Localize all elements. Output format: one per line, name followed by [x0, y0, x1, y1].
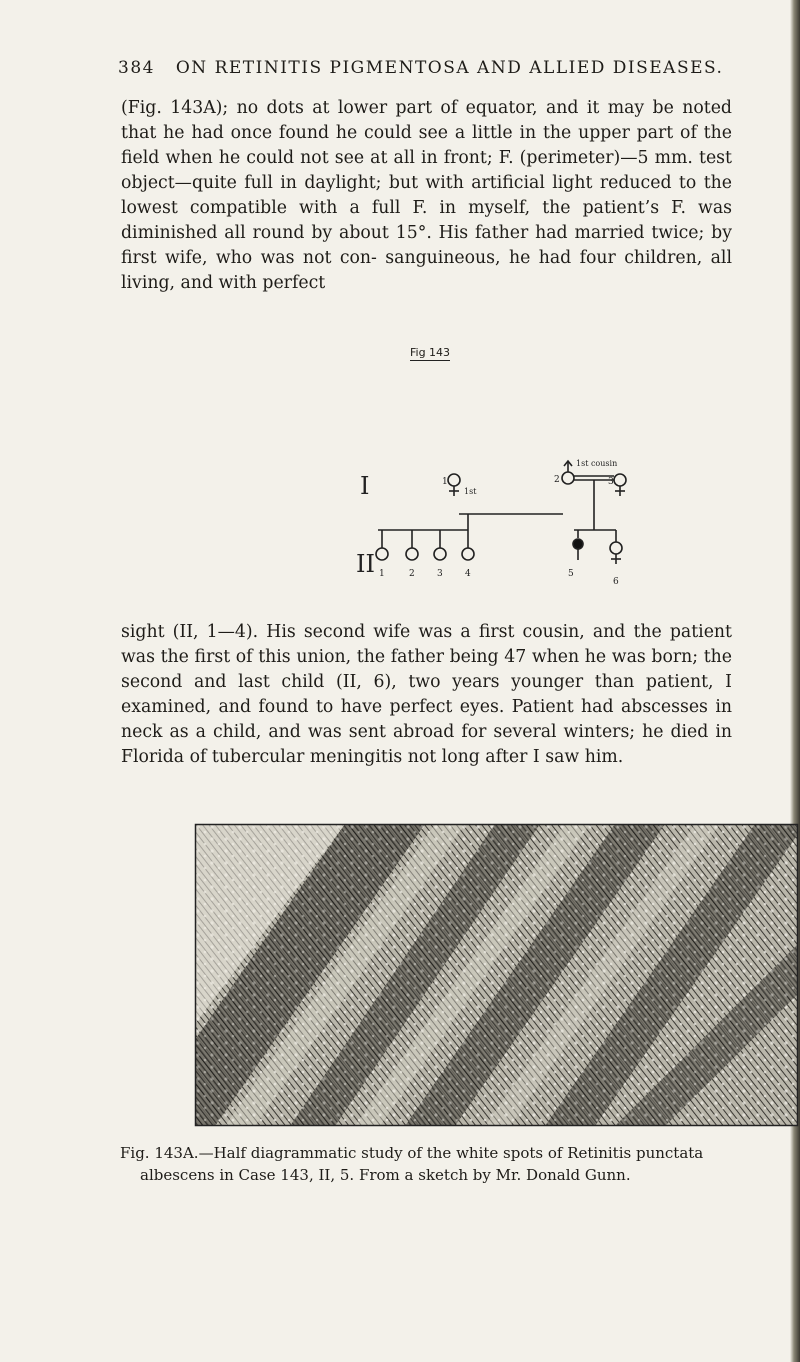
- gen2-child-5-patient: [573, 530, 583, 560]
- paragraph-2: sight (II, 1—4). His second wife was a first cousin, and the patient was the first of this union, the father being 47 when he was born; the second and last child (II, 6), two years younger than patient, I examined, and found to have perfect eyes. Patient had abscesses in neck as a child, and was sent abroad for several winters; he died in Florida of tubercular meningitis not long after I saw him.: [121, 622, 732, 767]
- gen2-child-4: [462, 530, 474, 560]
- gen1-number-2: 2: [554, 475, 560, 485]
- gen2-number-3: 3: [437, 569, 443, 579]
- gen2-number-6: 6: [613, 577, 619, 587]
- running-title: ON RETINITIS PIGMENTOSA AND ALLIED DISEASES.: [175, 58, 724, 78]
- page-number: 384: [118, 58, 155, 78]
- generation-label-i: I: [360, 472, 370, 500]
- gen2-number-5: 5: [568, 569, 574, 579]
- gen1-number-3: 3: [608, 477, 614, 487]
- gen2-child-6: [610, 530, 622, 564]
- second-wife-label: 1st cousin: [576, 459, 618, 468]
- pedigree-figure-label-text: Fig 143: [410, 346, 451, 359]
- gen2-child-2: [406, 530, 418, 560]
- gen1-first-wife: [448, 474, 460, 496]
- gen2-number-2: 2: [409, 569, 415, 579]
- figure-caption: [120, 1142, 760, 1186]
- pedigree-figure-label: [410, 346, 450, 359]
- gen2-child-3: [434, 530, 446, 560]
- first-wife-label: 1st: [464, 487, 477, 496]
- gen1-second-wife: [614, 474, 626, 496]
- figure-caption-line-1: Fig. 143A.—Half diagrammatic study of the white spots of Retinitis punctata: [120, 1144, 704, 1162]
- gen2-number-1: 1: [379, 569, 385, 579]
- page-edge-shadow: [790, 0, 800, 1362]
- figure-caption-line-2: albescens in Case 143, II, 5. From a sketch by Mr. Donald Gunn.: [140, 1166, 631, 1184]
- paragraph-1: (Fig. 143A); no dots at lower part of equator, and it may be noted that he had once found he could see a little in the upper part of the field when he could not see at all in front; F. (perimeter)—5 mm. test object—quite full in daylight; but with artificial light reduced to the lowest compatible with a full F. in myself, the patient’s F. was diminished all round by about 15°. His father had married twice; by first wife, who was not con- sanguineous, he had four children, all living, and with perfect: [121, 98, 732, 293]
- generation-label-ii: II: [356, 550, 375, 578]
- gen1-father: [562, 461, 574, 484]
- pedigree-chart: [356, 370, 680, 610]
- running-header: [118, 58, 728, 78]
- gen1-number-1: 1: [442, 477, 448, 487]
- gen2-child-1: [376, 530, 388, 560]
- retina-plate-illustration: [195, 824, 798, 1126]
- gen2-number-4: 4: [465, 569, 471, 579]
